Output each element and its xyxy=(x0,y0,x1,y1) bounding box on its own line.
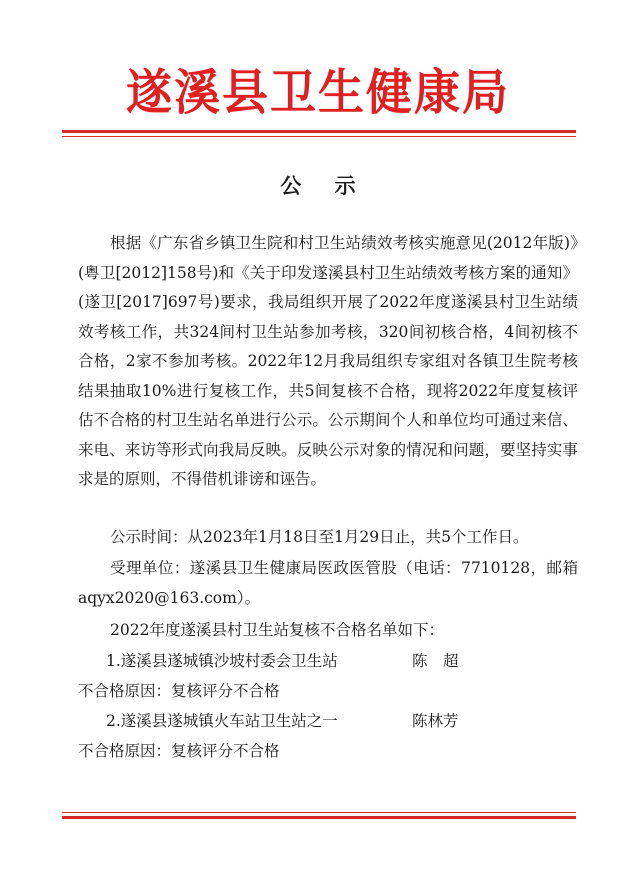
document-title: 公 示 xyxy=(280,174,356,198)
station-person: 陈林芳 xyxy=(412,712,459,730)
main-paragraph-text: 根据《广东省乡镇卫生院和村卫生站绩效考核实施意见(2012年版)》(粤卫[2012]158号)和《关于印发遂溪县村卫生站绩效考核方案的通知》(遂卫[2017]697号)要求，我局组织开展了2022年度遂溪县村卫生站绩效考核工作，共324间村卫生站参加考核，320间初核合格，4间初核不合格，2家不参加考核。2022年12月我局组织专家组对各镇卫生院考核结果抽取10%进行复核工作，共5间复核不合格，现将2022年度复核评估不合格的村卫生站名单进行公示。公示期间个人和单位均可通过来信、来电、来访等形式向我局反映。反映公示对象的情况和问题，要坚持实事求是的原则，不得借机诽谤和诬告。 xyxy=(78,234,578,488)
footer-rule-thin xyxy=(62,812,576,813)
list-intro-text: 2022年度遂溪县村卫生站复核不合格名单如下： xyxy=(110,621,444,639)
list-item xyxy=(78,706,578,736)
failure-reason: 不合格原因：复核评分不合格 xyxy=(78,682,280,700)
list-item-reason xyxy=(78,676,578,706)
footer-rule-thick xyxy=(62,816,576,819)
station-name: 1.遂溪县遂城镇沙坡村委会卫生站 xyxy=(106,652,338,670)
main-paragraph xyxy=(78,229,578,495)
station-name: 2.遂溪县遂城镇火车站卫生站之一 xyxy=(106,712,338,730)
header-rule-thin xyxy=(62,136,576,137)
org-name-heading: 遂溪县卫生健康局 xyxy=(126,63,510,121)
period-text: 公示时间：从2023年1月18日至1月29日止，共5个工作日。 xyxy=(110,528,529,546)
contact-text: 受理单位：遂溪县卫生健康局医政医管股（电话：7710128，邮箱 aqyx2020@163.com）。 xyxy=(78,559,578,607)
header-rule-thick xyxy=(62,130,576,133)
contact-paragraph xyxy=(78,554,578,613)
list-item-reason xyxy=(78,736,578,766)
station-person: 陈 超 xyxy=(412,652,459,670)
list-intro-paragraph xyxy=(78,616,578,646)
failure-reason: 不合格原因：复核评分不合格 xyxy=(78,742,280,760)
period-paragraph xyxy=(78,523,578,553)
list-item xyxy=(78,646,578,676)
failed-station-list xyxy=(78,646,578,766)
